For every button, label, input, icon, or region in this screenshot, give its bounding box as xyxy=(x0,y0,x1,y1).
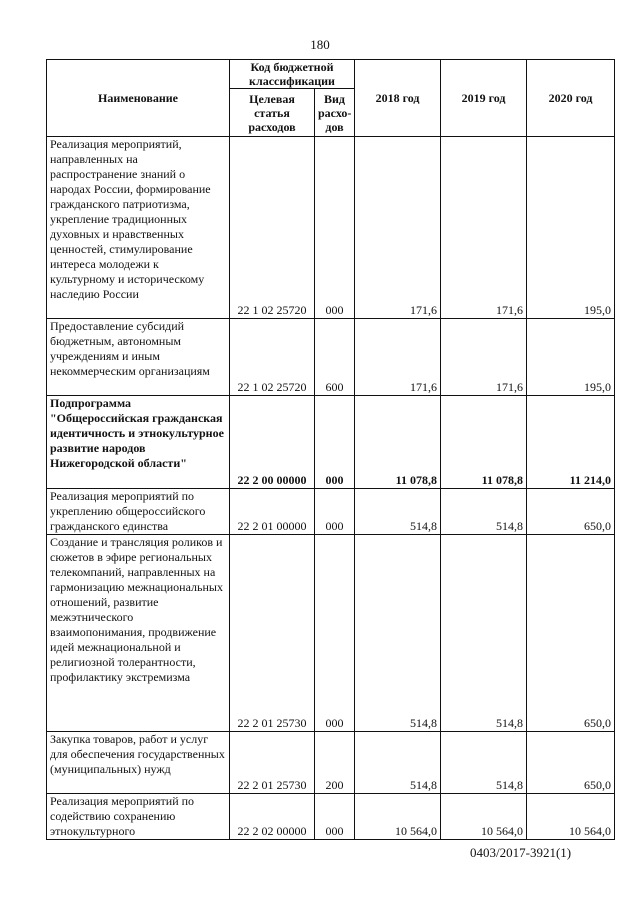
row-target-code: 22 1 02 25720 xyxy=(230,137,315,319)
header-2018: 2018 год xyxy=(355,60,441,137)
row-expense-type: 000 xyxy=(315,137,355,319)
row-value-2020: 11 214,0 xyxy=(527,396,615,489)
row-value-2018: 514,8 xyxy=(355,489,441,535)
row-name: Предоставление субсидий бюджетным, автономным учреждениям и иным некоммерческим организациям xyxy=(47,319,230,396)
row-value-2018: 10 564,0 xyxy=(355,794,441,840)
row-value-2019: 514,8 xyxy=(441,535,527,732)
document-code: 0403/2017-3921(1) xyxy=(470,845,572,860)
row-value-2019: 171,6 xyxy=(441,137,527,319)
row-value-2020: 195,0 xyxy=(527,319,615,396)
row-target-code: 22 2 01 25730 xyxy=(230,535,315,732)
row-name: Создание и трансляция роликов и сюжетов в эфире региональных телекомпаний, направленных на гармонизацию межнациональных отношений, развитие межэтнического взаимопонимания, продвижение идей межнациональной и религиозной толерантности, профилактику экстремизма xyxy=(47,535,230,732)
header-2019: 2019 год xyxy=(441,60,527,137)
budget-table xyxy=(46,59,615,840)
row-value-2019: 10 564,0 xyxy=(441,794,527,840)
row-target-code: 22 1 02 25720 xyxy=(230,319,315,396)
row-value-2018: 171,6 xyxy=(355,137,441,319)
page-number: 180 xyxy=(310,37,330,52)
row-target-code: 22 2 01 25730 xyxy=(230,732,315,794)
table-row xyxy=(47,732,615,794)
table-row xyxy=(47,319,615,396)
row-expense-type: 000 xyxy=(315,489,355,535)
row-value-2020: 650,0 xyxy=(527,732,615,794)
header-expense-type: Вид расхо-дов xyxy=(315,89,355,137)
row-name: Реализация мероприятий по содействию сохранению этнокультурного xyxy=(47,794,230,840)
table-row xyxy=(47,794,615,840)
row-value-2020: 195,0 xyxy=(527,137,615,319)
table-row xyxy=(47,535,615,732)
row-name: Закупка товаров, работ и услуг для обеспечения государственных (муниципальных) нужд xyxy=(47,732,230,794)
row-expense-type: 000 xyxy=(315,535,355,732)
table-row-subprogram xyxy=(47,396,615,489)
table-row xyxy=(47,137,615,319)
row-value-2020: 650,0 xyxy=(527,535,615,732)
row-value-2019: 171,6 xyxy=(441,319,527,396)
row-value-2019: 11 078,8 xyxy=(441,396,527,489)
row-value-2018: 171,6 xyxy=(355,319,441,396)
row-value-2018: 11 078,8 xyxy=(355,396,441,489)
header-2020: 2020 год xyxy=(527,60,615,137)
row-expense-type: 200 xyxy=(315,732,355,794)
row-name: Реализация мероприятий, направленных на распространение знаний о народах России, формирование гражданского патриотизма, укрепление традиционных духовных и нравственных ценностей, стимулирование интереса молодежи к культурному и историческому наследию России xyxy=(47,137,230,319)
row-value-2020: 650,0 xyxy=(527,489,615,535)
row-expense-type: 000 xyxy=(315,794,355,840)
row-value-2019: 514,8 xyxy=(441,732,527,794)
row-value-2018: 514,8 xyxy=(355,732,441,794)
row-value-2019: 514,8 xyxy=(441,489,527,535)
row-target-code: 22 2 02 00000 xyxy=(230,794,315,840)
header-target-item: Целевая статья расходов xyxy=(230,89,315,137)
header-classification: Код бюджетной классификации xyxy=(230,60,355,89)
row-expense-type: 600 xyxy=(315,319,355,396)
row-value-2018: 514,8 xyxy=(355,535,441,732)
table-row xyxy=(47,489,615,535)
row-expense-type: 000 xyxy=(315,396,355,489)
row-name: Реализация мероприятий по укреплению общероссийского гражданского единства xyxy=(47,489,230,535)
header-name: Наименование xyxy=(47,60,230,137)
row-value-2020: 10 564,0 xyxy=(527,794,615,840)
row-target-code: 22 2 00 00000 xyxy=(230,396,315,489)
row-target-code: 22 2 01 00000 xyxy=(230,489,315,535)
row-name: Подпрограмма "Общероссийская гражданская идентичность и этнокультурное развитие народов Нижегородской области" xyxy=(47,396,230,489)
